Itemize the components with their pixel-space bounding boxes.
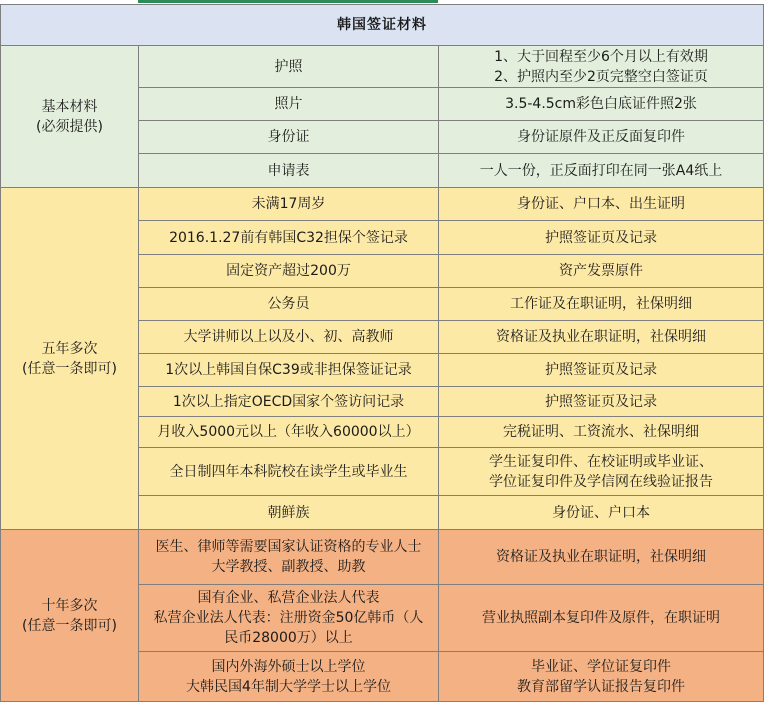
requirement-text: 私营企业法人代表：注册资金50亿韩币（人 [153,610,424,626]
material-cell [439,255,764,288]
material-cell [439,288,764,321]
material-cell [439,496,764,530]
material-cell [439,417,764,448]
material-text: 教育部留学认证报告复印件 [517,678,685,695]
requirement-text: 公务员 [267,296,310,312]
category-cell [1,530,139,702]
requirement-cell [139,288,439,321]
category-label: (必须提供) [36,118,103,135]
requirement-text: 大韩民国4年制大学学士以上学位 [186,678,391,695]
requirement-cell [139,46,439,88]
requirement-cell [139,496,439,530]
material-cell [439,221,764,255]
material-text: 营业执照副本复印件及原件，在职证明 [482,610,720,626]
requirement-text: 身份证 [267,129,310,145]
material-text: 护照签证页及记录 [545,362,657,378]
category-cell [1,46,139,188]
requirement-cell [139,255,439,288]
material-text: 护照签证页及记录 [545,229,657,246]
requirement-cell [139,154,439,188]
requirement-text: 大学教授、副教授、助教 [211,559,366,575]
requirement-cell [139,448,439,496]
material-text: 资产发票原件 [559,263,643,279]
material-cell [439,188,764,221]
requirement-cell [139,321,439,354]
requirement-cell [139,417,439,448]
material-text: 完税证明、工资流水、社保明细 [503,424,699,440]
material-cell [439,88,764,121]
material-text: 学生证复印件、在校证明或毕业证、 [489,453,713,470]
page-title: 韩国签证材料 [1,5,764,46]
material-text: 护照签证页及记录 [545,393,657,410]
material-cell [439,448,764,496]
category-label: (任意一条即可) [22,617,117,634]
requirement-cell [139,354,439,387]
requirement-cell [139,530,439,585]
requirement-text: 固定资产超过200万 [226,263,351,279]
requirement-text: 朝鲜族 [267,504,310,521]
requirement-text: 全日制四年本科院校在读学生或毕业生 [169,463,408,480]
category-label: 基本材料 [41,98,98,115]
material-cell [439,387,764,417]
category-cell [1,188,139,530]
requirement-cell [139,121,439,154]
material-text: 工作证及在职证明，社保明细 [510,296,692,312]
table-row [1,530,764,585]
material-text: 身份证、户口本 [552,504,650,521]
requirement-cell [139,585,439,652]
material-cell [439,154,764,188]
requirement-text: 护照 [274,58,303,75]
requirement-text: 国内外海外硕士以上学位 [211,658,366,675]
material-cell [439,585,764,652]
top-accent-bar [138,0,438,3]
material-cell [439,354,764,387]
material-cell [439,530,764,585]
material-text: 毕业证、学位证复印件 [531,658,671,675]
material-text: 1、大于回程至少6个月以上有效期 [494,48,708,65]
material-text: 一人一份，正反面打印在同一张A4纸上 [479,162,723,179]
requirement-text: 民币28000万）以上 [224,630,353,646]
requirement-text: 2016.1.27前有韩国C32担保个签记录 [169,229,408,246]
requirement-text: 1次以上指定OECD国家个签访问记录 [172,393,405,410]
requirement-cell [139,88,439,121]
material-text: 身份证原件及正反面复印件 [517,129,685,145]
visa-materials-table [0,4,764,702]
requirement-text: 国有企业、私营企业法人代表 [197,590,380,606]
requirement-cell [139,221,439,255]
material-text: 学位证复印件及学信网在线验证报告 [489,473,713,490]
material-cell [439,121,764,154]
requirement-cell [139,652,439,702]
requirement-text: 申请表 [267,162,310,179]
requirement-text: 大学讲师以上以及小、初、高教师 [183,329,394,345]
material-text: 资格证及执业在职证明，社保明细 [496,549,706,565]
material-text: 身份证、户口本、出生证明 [517,196,685,212]
table-row [1,188,764,221]
requirement-text: 月收入5000元以上（年收入60000以上） [157,424,420,440]
material-cell [439,321,764,354]
requirement-text: 未满17周岁 [251,196,326,212]
requirement-text: 医生、律师等需要国家认证资格的专业人士 [155,539,422,555]
material-text: 2、护照内至少2页完整空白签证页 [494,68,708,85]
category-label: 十年多次 [41,597,98,614]
requirement-cell [139,188,439,221]
category-label: (任意一条即可) [22,360,117,377]
material-cell [439,652,764,702]
requirement-text: 照片 [274,96,303,112]
requirement-cell [139,387,439,417]
category-label: 五年多次 [41,340,98,357]
requirement-text: 1次以上韩国自保C39或非担保签证记录 [165,362,412,378]
table-row [1,46,764,88]
material-text: 资格证及执业在职证明，社保明细 [496,329,706,345]
material-text: 3.5-4.5cm彩色白底证件照2张 [505,96,697,112]
material-cell [439,46,764,88]
